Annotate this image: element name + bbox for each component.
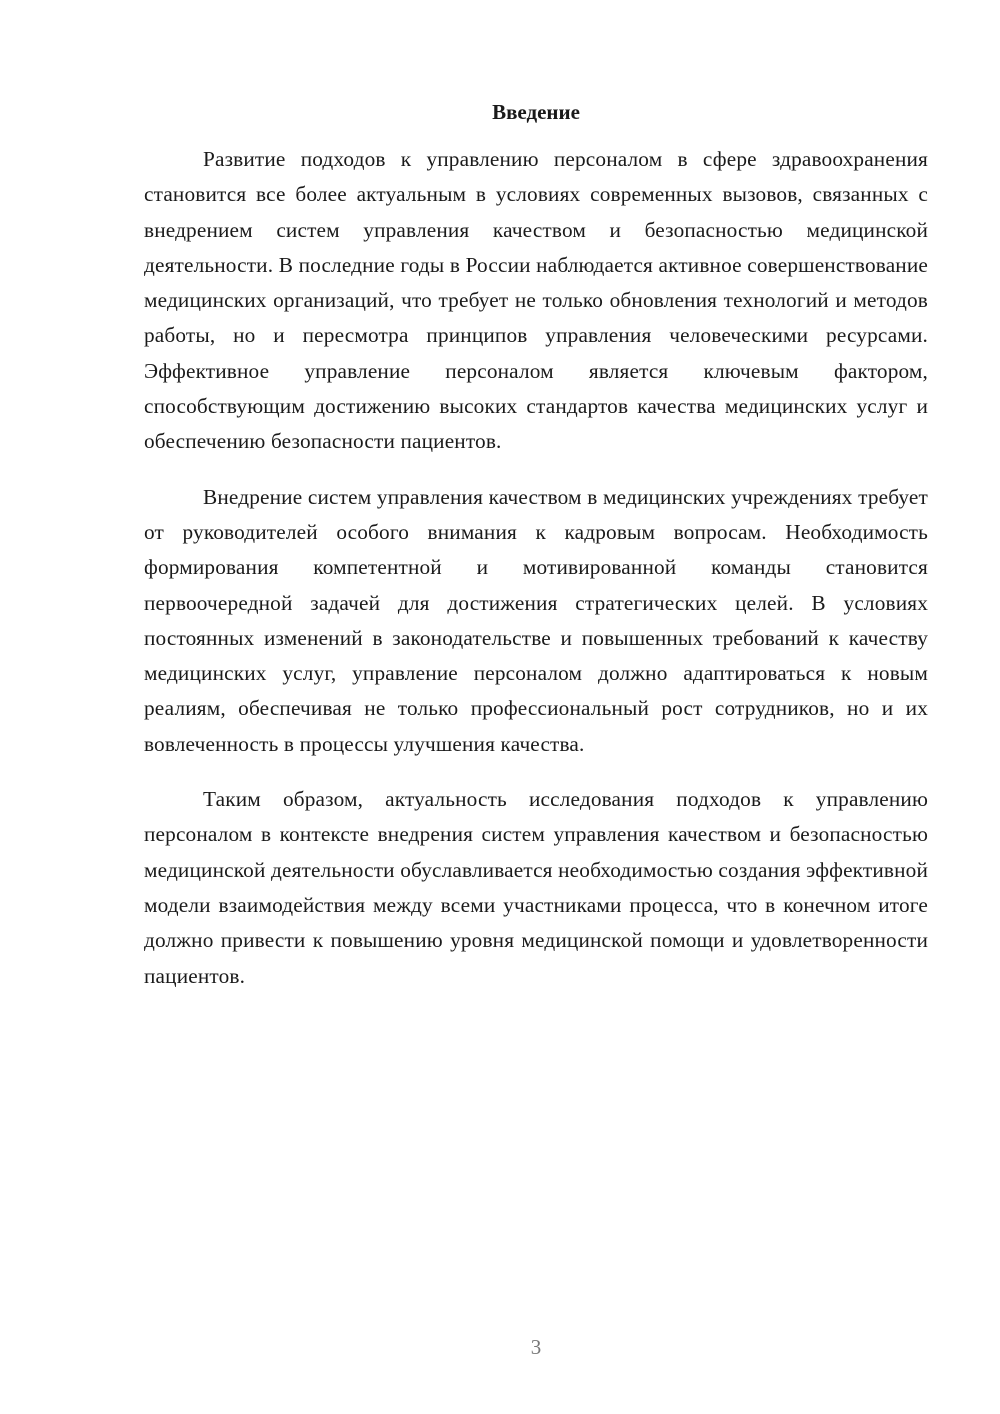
paragraph-2: Внедрение систем управления качеством в медицинских учреждениях требует от руководителей особого внимания к кадровым вопросам. Необходимость формирования компетентной и мотивированной команды становится первоочередной задачей для достижения стратегических целей. В условиях постоянных изменений в законодательстве и повышенных требований к качеству медицинских услуг, управление персоналом должно адаптироваться к новым реалиям, обеспечивая не только профессиональный рост сотрудников, но и их вовлеченность в процессы улучшения качества. bbox=[144, 484, 928, 756]
page-number: 3 bbox=[530, 1335, 542, 1359]
paragraph-1: Развитие подходов к управлению персоналом в сфере здравоохранения становится все более актуальным в условиях современных вызовов, связанных с внедрением систем управления качеством и безопасностью медицинской деятельности. В последние годы в России наблюдается активное совершенствование медицинских организаций, что требует не только обновления технологий и методов работы, но и пересмотра принципов управления человеческими ресурсами. Эффективное управление персоналом является ключевым фактором, способствующим достижению высоких стандартов качества медицинских услуг и обеспечению безопасности пациентов. bbox=[144, 147, 928, 454]
paragraph-3: Таким образом, актуальность исследования подходов к управлению персоналом в контексте внедрения систем управления качеством и безопасностью медицинской деятельности обуславливается необходимостью создания эффективной модели взаимодействия между всеми участниками процесса, что в конечном итоге должно привести к повышению уровня медицинской помощи и удовлетворенности пациентов. bbox=[144, 787, 928, 988]
body-text bbox=[144, 142, 928, 1014]
section-title: Введение bbox=[492, 100, 580, 124]
